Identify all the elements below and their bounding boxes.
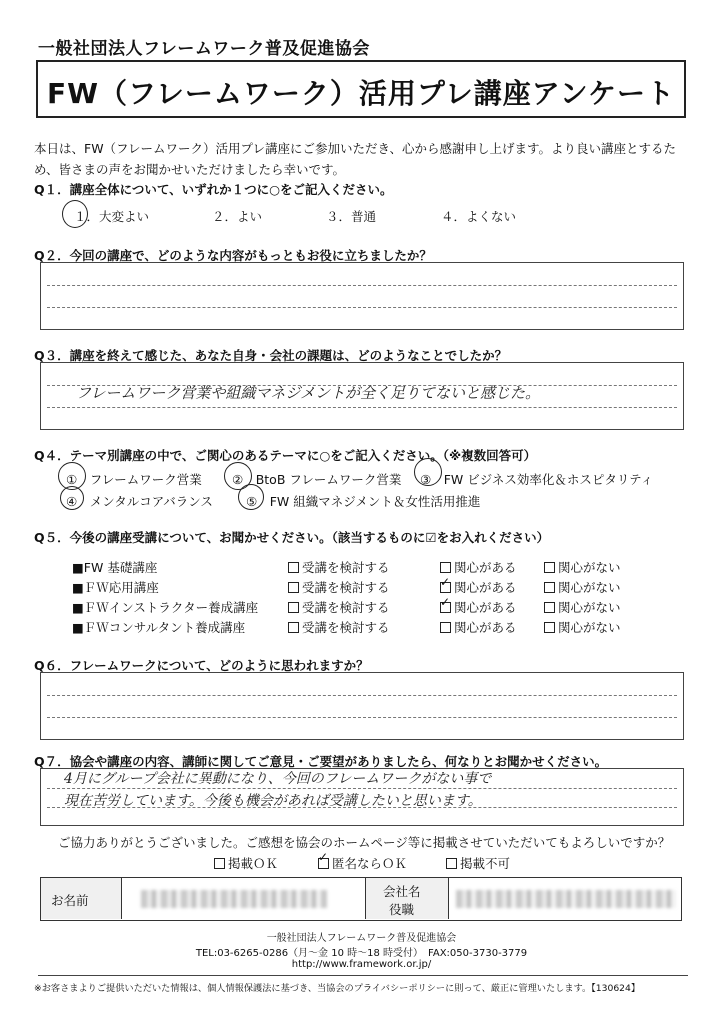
redacted-company — [456, 890, 676, 908]
company-field[interactable] — [448, 878, 681, 919]
q1-selection-circle — [62, 200, 88, 228]
consent-option-ok[interactable]: 掲載ＯＫ — [214, 854, 278, 872]
q3-handwritten-answer: フレームワーク営業や組織マネジメントが全く足りてないと感じた。 — [76, 384, 540, 402]
q1-option-2[interactable]: ２．よい — [212, 209, 263, 224]
q1-option-3[interactable]: ３．普通 — [326, 209, 377, 224]
q7-label: Q７．協会や講座の内容、講師に関してご意見・ご要望がありましたら、何なりとお聞かせください。 — [34, 754, 608, 769]
q4-option-4[interactable]: ④ メンタルコアバランス — [66, 494, 213, 509]
respondent-info-box — [40, 877, 682, 921]
q5-row-2-not-interested[interactable]: 関心がない — [544, 578, 621, 596]
q4-selection-circle-4 — [60, 486, 84, 510]
q5-row-2-name: ■ＦＷ応用講座 — [72, 580, 159, 595]
footer-contact: TEL:03-6265-0286（月～金 10 時～18 時受付） FAX:050-3730-3779 — [195, 948, 528, 959]
q5-row-4-interested[interactable]: 関心がある — [440, 618, 517, 636]
q5-row-3-name: ■ＦＷインストラクター養成講座 — [72, 600, 259, 615]
privacy-note: ※お客さまよりご提供いただいた情報は、個人情報保護法に基づき、当協会のプライバシーポリシーに則って、厳正に管理いたします。【130624】 — [34, 983, 641, 994]
q5-row-3-not-interested[interactable]: 関心がない — [544, 598, 621, 616]
consent-option-anonymous[interactable]: 匿名ならＯＫ — [318, 854, 407, 872]
q4-selection-circle-5 — [238, 484, 264, 510]
q5-row-3-interested[interactable]: 関心がある — [440, 598, 517, 616]
footer-org: 一般社団法人フレームワーク普及促進協会 — [266, 933, 457, 944]
q5-row-1-name: ■FW 基礎講座 — [72, 560, 158, 575]
q5-row-2-interested[interactable]: 関心がある — [440, 578, 517, 596]
intro-text: 本日は、FW（フレームワーク）活用プレ講座にご参加いただき、心から感謝申し上げます。より良い講座とするため、皆さまの声をお聞かせいただけましたら幸いです。 — [34, 141, 677, 177]
q4-label: Q４．テーマ別講座の中で、ご関心のあるテーマに○をご記入ください。（※複数回答可） — [34, 448, 537, 463]
q6-label: Q６．フレームワークについて、どのように思われますか？ — [34, 658, 369, 673]
name-field[interactable] — [121, 878, 365, 919]
q7-handwritten-line-1: 4月にグループ会社に異動になり、今回のフレームワークがない事で — [64, 771, 492, 787]
q7-handwritten-line-2: 現在苦労しています。今後も機会があれば受講したいと思います。 — [64, 793, 482, 809]
q5-row-3-consider[interactable]: 受講を検討する — [288, 598, 390, 616]
q5-row-4-name: ■ＦＷコンサルタント養成講座 — [72, 620, 246, 635]
q5-row-1-consider[interactable]: 受講を検討する — [288, 558, 390, 576]
q1-option-4[interactable]: ４．よくない — [441, 209, 517, 224]
q5-row-3-check-mark: ✓ — [440, 595, 451, 609]
footer-divider — [38, 975, 688, 976]
consent-question: ご協力ありがとうございました。ご感想を協会のホームページ等に掲載させていただいてもよろしいですか？ — [58, 835, 671, 850]
q1-option-1[interactable]: １．大変よい — [74, 209, 150, 224]
q2-answer-box[interactable] — [40, 262, 684, 330]
company-label: 会社名 — [383, 884, 421, 899]
q4-option-2[interactable]: ② BtoB フレームワーク営業 — [232, 472, 402, 487]
page-title: FW（フレームワーク）活用プレ講座アンケート — [46, 77, 676, 110]
consent-option-no[interactable]: 掲載不可 — [446, 854, 510, 872]
consent-check-mark: ✓ — [318, 850, 329, 864]
q4-option-3[interactable]: ③ FW ビジネス効率化＆ホスピタリティ — [420, 472, 654, 487]
redacted-name — [141, 890, 327, 908]
q3-label: Q３．講座を終えて感じた、あなた自身・会社の課題は、どのようなことでしたか？ — [34, 348, 508, 363]
name-label: お名前 — [51, 893, 89, 908]
q5-row-1-not-interested[interactable]: 関心がない — [544, 558, 621, 576]
q4-option-1[interactable]: ① フレームワーク営業 — [66, 472, 202, 487]
q6-answer-box[interactable] — [40, 672, 684, 740]
organization-name: 一般社団法人フレームワーク普及促進協会 — [38, 39, 370, 59]
q4-option-5[interactable]: ⑤ FW 組織マネジメント＆女性活用推進 — [246, 494, 481, 509]
q5-row-2-consider[interactable]: 受講を検討する — [288, 578, 390, 596]
q5-label: Q５．今後の講座受講について、お聞かせください。（該当するものに☑をお入れください） — [34, 530, 550, 545]
title-box — [36, 60, 686, 118]
position-label: 役職 — [389, 902, 415, 917]
q5-row-4-not-interested[interactable]: 関心がない — [544, 618, 621, 636]
q1-label: Q１．講座全体について、いずれか１つに○をご記入ください。 — [34, 182, 393, 197]
footer-url[interactable]: http://www.framework.or.jp/ — [291, 959, 432, 970]
q5-row-4-consider[interactable]: 受講を検討する — [288, 618, 390, 636]
q2-label: Q２．今回の講座で、どのような内容がもっともお役に立ちましたか？ — [34, 248, 432, 263]
q5-row-2-check-mark: ✓ — [440, 575, 451, 589]
q4-selection-circle-3 — [414, 458, 442, 486]
q5-row-1-interested[interactable]: 関心がある — [440, 558, 517, 576]
